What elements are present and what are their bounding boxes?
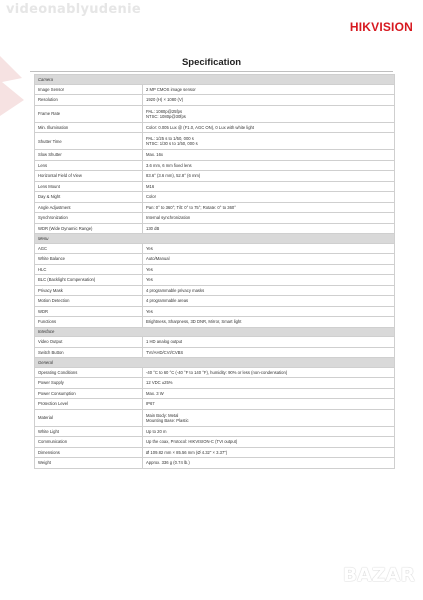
spec-label: Min. Illumination: [35, 122, 143, 133]
spec-value-line: Yes: [146, 277, 153, 283]
table-row: [35, 202, 395, 213]
spec-label: Shutter Time: [35, 133, 143, 150]
spec-value: [143, 122, 395, 133]
spec-label: Lens: [35, 160, 143, 171]
spec-label: Image Sensor: [35, 84, 143, 95]
table-row: [35, 181, 395, 192]
spec-value: [143, 160, 395, 171]
section-header: Camera: [35, 75, 395, 85]
spec-label: Protection Level: [35, 399, 143, 410]
spec-label: Synchronization: [35, 213, 143, 224]
spec-value: [143, 458, 395, 469]
section-header-row: [35, 75, 395, 85]
spec-label: Functions: [35, 317, 143, 328]
table-row: [35, 223, 395, 234]
section-header: Interface: [35, 327, 395, 337]
spec-label: Day & Night: [35, 192, 143, 203]
spec-value: [143, 367, 395, 378]
spec-value-line: Auto/Manual: [146, 256, 170, 262]
spec-value: [143, 275, 395, 286]
spec-label: Material: [35, 409, 143, 426]
spec-value-line: 1920 (H) × 1080 (V): [146, 97, 184, 103]
spec-label: Privacy Mask: [35, 285, 143, 296]
spec-value: [143, 105, 395, 122]
spec-value-line: Ø 109.82 mm × 85.56 mm (Ø 4.32" × 3.37"): [146, 449, 228, 455]
spec-value-line: PAL: 1080p@25fps: [146, 108, 183, 114]
spec-value-line: Approx. 336 g (0.74 lb.): [146, 460, 190, 466]
spec-value: [143, 95, 395, 106]
spec-value-line: Brightness, Sharpness, 3D DNR, Mirror, Smart light: [146, 319, 242, 325]
spec-value-line: Mounting Base: Plastic: [146, 417, 189, 423]
spec-value-line: Max. 3 W: [146, 390, 164, 396]
spec-value: [143, 202, 395, 213]
spec-label: HLC: [35, 264, 143, 275]
table-row: [35, 285, 395, 296]
spec-value-line: 4 programmable privacy masks: [146, 287, 205, 293]
spec-value-line: PAL: 1/25 s to 1/50, 000 s: [146, 136, 194, 141]
spec-value: [143, 150, 395, 161]
section-header-row: [35, 234, 395, 244]
spec-value: [143, 296, 395, 307]
table-row: [35, 254, 395, 265]
section-header-row: [35, 327, 395, 337]
spec-value-line: Yes: [146, 245, 153, 251]
spec-value: [143, 285, 395, 296]
spec-value: [143, 84, 395, 95]
table-row: [35, 317, 395, 328]
spec-value-line: Up the coax, Protocol: HIKVISION-C (TVI output): [146, 439, 238, 445]
spec-value: [143, 337, 395, 348]
spec-value: [143, 213, 395, 224]
spec-label: Switch Button: [35, 347, 143, 358]
spec-value-line: 4 programmable areas: [146, 298, 189, 304]
table-row: [35, 296, 395, 307]
spec-value-line: Main Body: Metal: [146, 412, 179, 418]
spec-value-line: Up to 20 m: [146, 428, 167, 434]
hikvision-logo: HIKVISION: [349, 20, 413, 34]
table-row: [35, 337, 395, 348]
section-header: General: [35, 358, 395, 368]
spec-label: WDR (Wide Dynamic Range): [35, 223, 143, 234]
table-row: [35, 399, 395, 410]
spec-label: Video Output: [35, 337, 143, 348]
spec-value: [143, 437, 395, 448]
table-row: [35, 458, 395, 469]
spec-value: [143, 243, 395, 254]
spec-value: [143, 447, 395, 458]
spec-value-line: Internal synchronization: [146, 215, 191, 221]
table-row: [35, 160, 395, 171]
spec-value: [143, 181, 395, 192]
spec-value-line: IP67: [146, 401, 155, 407]
table-row: [35, 192, 395, 203]
table-row: [35, 388, 395, 399]
spec-value: [143, 409, 395, 426]
table-row: [35, 213, 395, 224]
table-row: [35, 105, 395, 122]
spec-value: [143, 192, 395, 203]
table-row: [35, 437, 395, 448]
table-row: [35, 122, 395, 133]
table-row: [35, 84, 395, 95]
spec-value-line: Yes: [146, 308, 153, 314]
spec-value-line: -40 °C to 60 °C (-40 °F to 140 °F), humidity: 90% or less (non-condensation): [146, 369, 288, 375]
table-row: [35, 171, 395, 182]
spec-value-line: 12 VDC ±25%: [146, 380, 173, 386]
spec-value: [143, 306, 395, 317]
spec-label: Power Supply: [35, 378, 143, 389]
spec-label: Angle Adjustment: [35, 202, 143, 213]
spec-value-line: Yes: [146, 266, 153, 272]
page-title: Specification: [181, 57, 242, 68]
spec-value: [143, 264, 395, 275]
spec-label: Operating Conditions: [35, 367, 143, 378]
spec-label: Slow Shutter: [35, 150, 143, 161]
spec-value-line: 3.6 mm, 6 mm fixed lens: [146, 162, 192, 168]
table-row: [35, 378, 395, 389]
bazar-watermark: BAZAR: [342, 564, 415, 586]
spec-label: Dimensions: [35, 447, 143, 458]
spec-label: Horizontal Field of View: [35, 171, 143, 182]
table-row: [35, 367, 395, 378]
table-row: [35, 409, 395, 426]
spec-value: [143, 388, 395, 399]
spec-value: [143, 378, 395, 389]
specification-table: [34, 74, 395, 469]
spec-label: BLC (Backlight Compensation): [35, 275, 143, 286]
spec-label: Motion Detection: [35, 296, 143, 307]
table-row: [35, 95, 395, 106]
watermark-text: videonablyudenie: [6, 2, 141, 17]
spec-value-line: Color: 0.005 Lux @ (F1.0, AGC ON), 0 Lux with white light: [146, 124, 255, 130]
spec-value-line: M16: [146, 183, 155, 189]
spec-label: Frame Rate: [35, 105, 143, 122]
spec-value: [143, 171, 395, 182]
table-row: [35, 150, 395, 161]
section-header: Menu: [35, 234, 395, 244]
spec-value: [143, 133, 395, 150]
spec-value: [143, 399, 395, 410]
spec-value-line: Color: [146, 194, 157, 200]
title-divider: [30, 71, 393, 72]
spec-value: [143, 317, 395, 328]
spec-value-line: 2 MP CMOS image sensor: [146, 86, 196, 92]
spec-value: [143, 254, 395, 265]
spec-value-line: TVI/AHD/CVI/CVBS: [146, 349, 184, 355]
spec-value-line: NTSC: 1/30 s to 1/50, 000 s: [146, 141, 198, 146]
spec-value-line: 83.6° (3.6 mm), 52.8° (6 mm): [146, 173, 201, 179]
spec-value: [143, 426, 395, 437]
spec-label: Power Consumption: [35, 388, 143, 399]
table-row: [35, 275, 395, 286]
table-row: [35, 243, 395, 254]
spec-value: [143, 223, 395, 234]
spec-label: Resolution: [35, 95, 143, 106]
table-row: [35, 133, 395, 150]
spec-value-line: 130 dB: [146, 225, 160, 231]
spec-value-line: NTSC: 1080p@30fps: [146, 113, 186, 119]
spec-value: [143, 347, 395, 358]
table-row: [35, 447, 395, 458]
spec-label: Lens Mount: [35, 181, 143, 192]
spec-label: Weight: [35, 458, 143, 469]
spec-value-line: Pan: 0° to 360°; Tilt: 0° to 75°; Rotate: 0° to 360°: [146, 204, 236, 210]
decorative-star-shape: [0, 40, 34, 130]
spec-label: White Balance: [35, 254, 143, 265]
table-row: [35, 306, 395, 317]
table-row: [35, 264, 395, 275]
spec-label: Communication: [35, 437, 143, 448]
spec-label: White Light: [35, 426, 143, 437]
section-header-row: [35, 358, 395, 368]
spec-label: AGC: [35, 243, 143, 254]
spec-label: WDR: [35, 306, 143, 317]
table-row: [35, 426, 395, 437]
spec-value-line: 1 HD analog output: [146, 339, 183, 345]
table-row: [35, 347, 395, 358]
spec-value-line: Max. 16x: [146, 152, 163, 158]
